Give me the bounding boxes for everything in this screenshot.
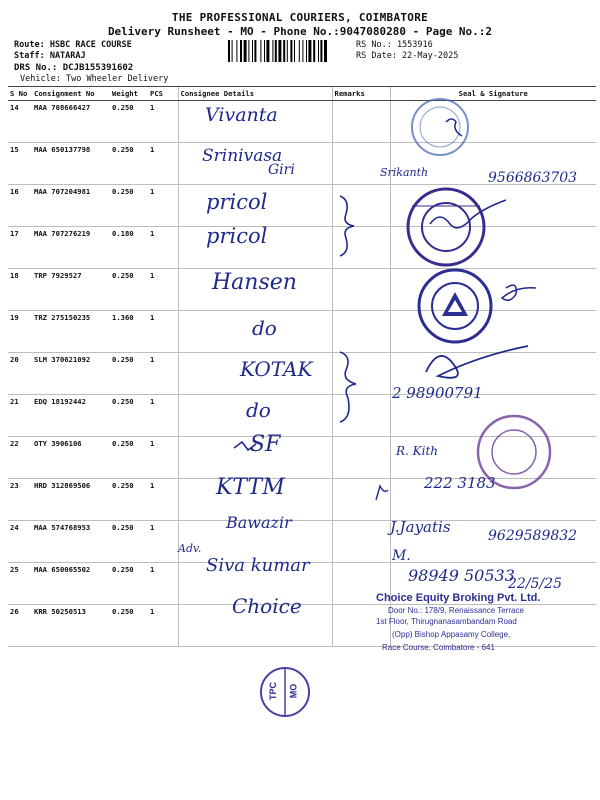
cell-sno: 24 <box>8 521 32 563</box>
sig-25b: 98949 50533 <box>408 566 515 585</box>
cell-consignment-no: KRR 50250513 <box>32 605 110 647</box>
hansen-stamp <box>419 270 536 342</box>
col-weight: Weight <box>110 87 148 101</box>
sig-15b: 9566863703 <box>488 170 578 186</box>
cell-weight: 0.250 <box>110 605 148 647</box>
cell-pcs: 1 <box>148 311 178 353</box>
cell-weight: 0.250 <box>110 395 148 437</box>
cell-pcs: 1 <box>148 479 178 521</box>
cell-weight: 0.250 <box>110 185 148 227</box>
hand-c19: do <box>252 316 277 340</box>
cell-sno: 14 <box>8 101 32 143</box>
cell-consignment-no: MAA 708666427 <box>32 101 110 143</box>
col-pcs: PCS <box>148 87 178 101</box>
cell-consignment-no: TRZ 275150235 <box>32 311 110 353</box>
cell-weight: 0.180 <box>110 227 148 269</box>
cell-sno: 16 <box>8 185 32 227</box>
cell-weight: 0.250 <box>110 143 148 185</box>
cell-pcs: 1 <box>148 227 178 269</box>
kotak-signature <box>426 346 528 378</box>
sf-finance-stamp <box>478 416 550 488</box>
hand-c15b: Giri <box>268 162 295 178</box>
cell-pcs: 1 <box>148 185 178 227</box>
underline-23 <box>376 486 388 500</box>
cell-sno: 20 <box>8 353 32 395</box>
cell-sno: 21 <box>8 395 32 437</box>
col-consignee: Consignee Details <box>178 87 332 101</box>
cell-consignment-no: MAA 650065502 <box>32 563 110 605</box>
cell-pcs: 1 <box>148 395 178 437</box>
rs-number: RS No.: 1553916 <box>356 40 433 50</box>
sf-logo-stroke <box>234 442 256 450</box>
pricol-stamp <box>408 189 506 265</box>
company-title: THE PROFESSIONAL COURIERS, COIMBATORE <box>171 11 429 24</box>
sig-15a: Srikanth <box>380 166 429 179</box>
hand-c26: Choice <box>232 594 302 618</box>
col-seal: Seal & Signature <box>390 87 596 101</box>
runsheet-subtitle: Delivery Runsheet - MO - Phone No.:9047080280 - Page No.:2 <box>107 25 493 38</box>
sig-21: 2 98900791 <box>392 384 483 402</box>
choice-stamp-line2: Door No.: 178/9, Renaissance Terrace <box>388 606 524 615</box>
cell-weight: 0.250 <box>110 269 148 311</box>
sig-22: R. Kith <box>396 444 439 458</box>
cell-weight: 0.250 <box>110 353 148 395</box>
cell-pcs: 1 <box>148 437 178 479</box>
cell-pcs: 1 <box>148 521 178 563</box>
vivanta-stamp <box>412 99 468 155</box>
hand-c21: do <box>246 398 271 422</box>
cell-weight: 0.250 <box>110 101 148 143</box>
rs-date: RS Date: 22-May-2025 <box>356 51 459 61</box>
drs-number: DRS No.: DCJB155391602 <box>14 63 134 73</box>
tpc-stamp-mo: MO <box>288 683 299 699</box>
cell-sno: 22 <box>8 437 32 479</box>
choice-stamp-line5: Race Course, Coimbatore - 641 <box>382 643 495 652</box>
cell-consignment-no: SLM 370621092 <box>32 353 110 395</box>
cell-weight: 0.250 <box>110 437 148 479</box>
cell-sno: 15 <box>8 143 32 185</box>
sig-25a: M. <box>392 548 411 564</box>
cell-sno: 23 <box>8 479 32 521</box>
cell-consignment-no: MAA 707276219 <box>32 227 110 269</box>
sig-24b: 9629589832 <box>488 528 578 544</box>
hand-c25b: Siva kumar <box>206 555 310 576</box>
cell-weight: 0.250 <box>110 521 148 563</box>
sig-25c: 22/5/25 <box>508 576 562 592</box>
sig-23: 222 3183 <box>424 474 496 492</box>
brace-16-17 <box>340 196 354 256</box>
hand-c20: KOTAK <box>240 357 313 381</box>
route: Route: HSBC RACE COURSE <box>14 40 132 50</box>
choice-stamp-line4: (Opp) Bishop Appasamy College, <box>392 630 511 639</box>
cell-pcs: 1 <box>148 143 178 185</box>
cell-pcs: 1 <box>148 353 178 395</box>
cell-sno: 18 <box>8 269 32 311</box>
hand-c14: Vivanta <box>205 104 278 126</box>
cell-sno: 25 <box>8 563 32 605</box>
hand-c23: KTTM <box>216 475 285 500</box>
cell-sno: 19 <box>8 311 32 353</box>
hand-c22: SF <box>250 432 281 457</box>
hand-c17: pricol <box>206 224 268 248</box>
cell-consignment-no: EDQ 18192442 <box>32 395 110 437</box>
staff: Staff: NATARAJ <box>14 51 86 61</box>
cell-sno: 17 <box>8 227 32 269</box>
hand-c16: pricol <box>206 190 268 214</box>
hand-c18: Hansen <box>212 270 297 295</box>
cell-consignment-no: HRD 312869506 <box>32 479 110 521</box>
cell-pcs: 1 <box>148 605 178 647</box>
choice-stamp-line3: 1st Floor, Thirugnanasambandam Road <box>376 617 517 626</box>
cell-consignment-no: OTY 3906106 <box>32 437 110 479</box>
cell-pcs: 1 <box>148 101 178 143</box>
col-remarks: Remarks <box>332 87 390 101</box>
cell-pcs: 1 <box>148 563 178 605</box>
cell-consignment-no: MAA 707204981 <box>32 185 110 227</box>
vehicle: Vehicle: Two Wheeler Delivery <box>20 74 169 84</box>
tpc-stamp-tpc: TPC <box>268 682 278 700</box>
cell-weight: 0.250 <box>110 563 148 605</box>
brace-20-21 <box>340 352 356 422</box>
hand-c24: Bawazir <box>226 513 292 532</box>
cell-weight: 0.250 <box>110 479 148 521</box>
cell-weight: 1.360 <box>110 311 148 353</box>
hand-c15a: Srinivasa <box>202 146 283 166</box>
cell-consignment-no: MAA 574768953 <box>32 521 110 563</box>
cell-consignment-no: MAA 650137798 <box>32 143 110 185</box>
col-consignment: Consignment No <box>32 87 110 101</box>
cell-sno: 26 <box>8 605 32 647</box>
col-sno: S No <box>8 87 32 101</box>
hand-c25a: Adv. <box>178 542 202 555</box>
sig-24a: J.Jayatis <box>390 518 451 536</box>
cell-pcs: 1 <box>148 269 178 311</box>
choice-stamp-line1: Choice Equity Broking Pvt. Ltd. <box>376 592 541 604</box>
cell-consignment-no: TRP 7929527 <box>32 269 110 311</box>
